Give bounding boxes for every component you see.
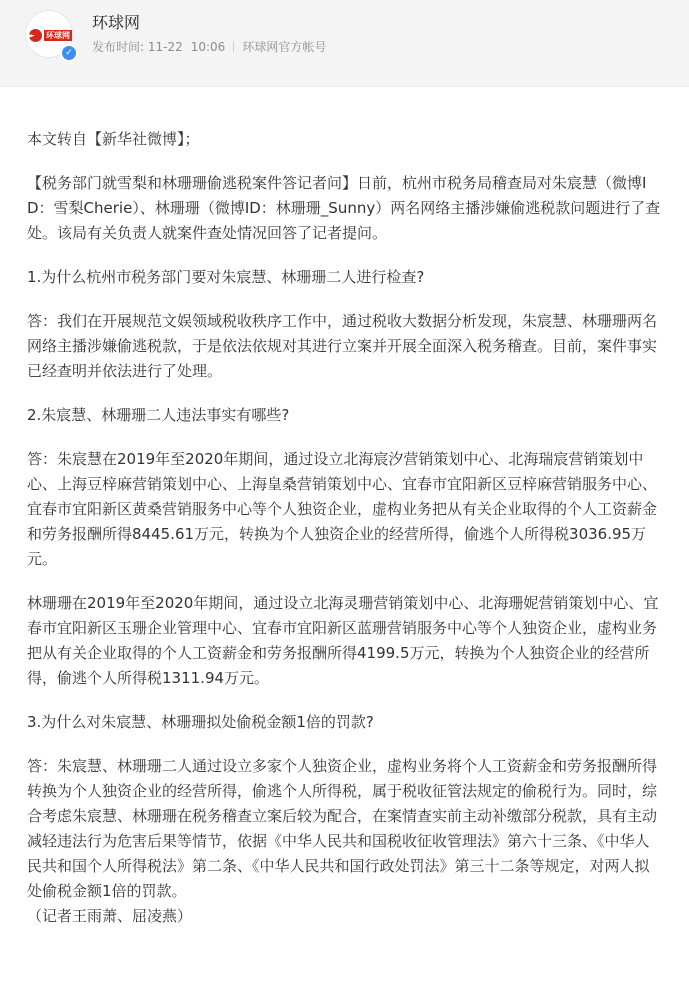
question-2: 2.朱宸慧、林珊珊二人违法事实有哪些? xyxy=(27,406,290,424)
answer-1: 答：我们在开展规范文娱领域税收秩序工作中，通过税收大数据分析发现，朱宸慧、林珊珊两名网络主播涉嫌偷逃税款，于是依法依规对其进行立案并开展全面深入税务稽查。目前，案件事实已经查明并依法进行了处理。 xyxy=(27,312,658,380)
account-type: 环球网官方帐号 xyxy=(242,40,327,54)
article-header xyxy=(0,0,689,87)
avatar[interactable] xyxy=(25,10,73,58)
reporter-credit: （记者王雨萧、屈凌燕） xyxy=(27,907,193,925)
account-name[interactable]: 环球网 xyxy=(92,13,141,32)
huanqiu-logo xyxy=(29,27,71,43)
answer-2-lin: 林珊珊在2019年至2020年期间，通过设立北海灵珊营销策划中心、北海珊妮营销策划中心、宜春市宜阳新区玉珊企业管理中心、宜春市宜阳新区蓝珊营销服务中心等个人独资企业，虚构业务把从有关企业取得的个人工资薪金和劳务报酬所得4199.5万元，转换为个人独资企业的经营所得，偷逃个人所得税1311.94万元。 xyxy=(27,594,659,687)
meta-divider xyxy=(233,41,234,52)
article-intro-paragraph: 【税务部门就雪梨和林珊珊偷逃税案件答记者问】日前，杭州市税务局稽查局对朱宸慧（微博ID：雪梨Cherie）、林珊珊（微博ID：林珊珊_Sunny）两名网络主播涉嫌偷逃税款问题进行了查处。该局有关负责人就案件查处情况回答了记者提问。 xyxy=(27,174,661,242)
question-1: 1.为什么杭州市税务部门要对朱宸慧、林珊珊二人进行检查? xyxy=(27,268,425,286)
article-source-line: 本文转自【新华社微博】； xyxy=(27,130,200,148)
publish-meta xyxy=(92,38,326,55)
answer-3: 答：朱宸慧、林珊珊二人通过设立多家个人独资企业，虚构业务将个人工资薪金和劳务报酬所得转换为个人独资企业的经营所得，偷逃个人所得税，属于税收征管法规定的偷税行为。同时，综合考虑朱宸慧、林珊珊在税务稽查立案后较为配合，在案情查实前主动补缴部分税款，具有主动减轻违法行为危害后果等情节，依据《中华人民共和国税收征收管理法》第六十三条、《中华人民共和国个人所得税法》第二条、《中华人民共和国行政处罚法》第三十二条等规定，对两人拟处偷税金额1倍的罚款。 xyxy=(27,757,658,900)
publish-label: 发布时间: 11-22 xyxy=(92,40,183,54)
avatar-logo-text: 环球网 xyxy=(46,30,70,40)
verified-badge-icon: ✓ xyxy=(60,44,78,62)
globe-icon xyxy=(29,29,42,42)
answer-2-zhu: 答：朱宸慧在2019年至2020年期间，通过设立北海宸汐营销策划中心、北海瑞宸营销策划中心、上海豆梓麻营销策划中心、上海皇桑营销策划中心、宜春市宜阳新区豆梓麻营销服务中心、宜春市宜阳新区黄桑营销服务中心等个人独资企业，虚构业务把从有关企业取得的个人工资薪金和劳务报酬所得8445.61万元，转换为个人独资企业的经营所得，偷逃个人所得税3036.95万元。 xyxy=(27,450,658,568)
article-body xyxy=(27,127,663,948)
publish-time: 10:06 xyxy=(190,39,226,54)
question-3: 3.为什么对朱宸慧、林珊珊拟处偷税金额1倍的罚款? xyxy=(27,713,374,731)
